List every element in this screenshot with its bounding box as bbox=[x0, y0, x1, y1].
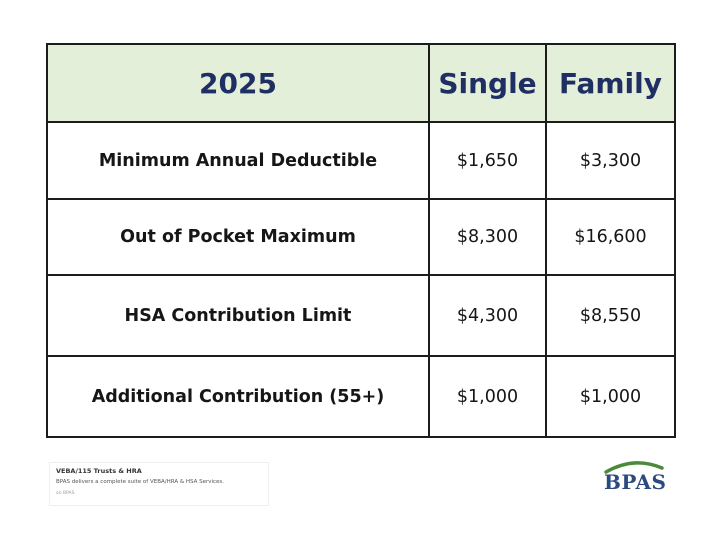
cell-family: $16,600 bbox=[546, 199, 675, 275]
cell-family: $1,000 bbox=[546, 356, 675, 437]
link-preview-description: BPAS delivers a complete suite of VEBA/HRA & HSA Services. bbox=[56, 479, 225, 485]
bpas-logo bbox=[598, 458, 670, 494]
row-label-minimum-annual-deductible: Minimum Annual Deductible bbox=[47, 122, 429, 199]
table-row bbox=[47, 199, 675, 275]
link-preview-title: VEBA/115 Trusts & HRA bbox=[56, 467, 142, 475]
cell-family: $3,300 bbox=[546, 122, 675, 199]
row-label-out-of-pocket-maximum: Out of Pocket Maximum bbox=[47, 199, 429, 275]
header-single: Single bbox=[429, 44, 546, 122]
cell-single: $1,000 bbox=[429, 356, 546, 437]
cell-family: $8,550 bbox=[546, 275, 675, 356]
table-row bbox=[47, 275, 675, 356]
hsa-limits-table-container bbox=[46, 43, 674, 438]
link-preview-source: on BPAS bbox=[56, 491, 75, 496]
row-label-hsa-contribution-limit: HSA Contribution Limit bbox=[47, 275, 429, 356]
link-preview-card[interactable] bbox=[49, 462, 269, 506]
hsa-limits-table bbox=[46, 43, 676, 438]
header-year: 2025 bbox=[47, 44, 429, 122]
table-row bbox=[47, 122, 675, 199]
row-label-additional-contribution: Additional Contribution (55+) bbox=[47, 356, 429, 437]
logo-text: BPAS bbox=[604, 470, 667, 494]
header-family: Family bbox=[546, 44, 675, 122]
cell-single: $8,300 bbox=[429, 199, 546, 275]
cell-single: $1,650 bbox=[429, 122, 546, 199]
cell-single: $4,300 bbox=[429, 275, 546, 356]
table-row bbox=[47, 356, 675, 437]
table-header-row bbox=[47, 44, 675, 122]
